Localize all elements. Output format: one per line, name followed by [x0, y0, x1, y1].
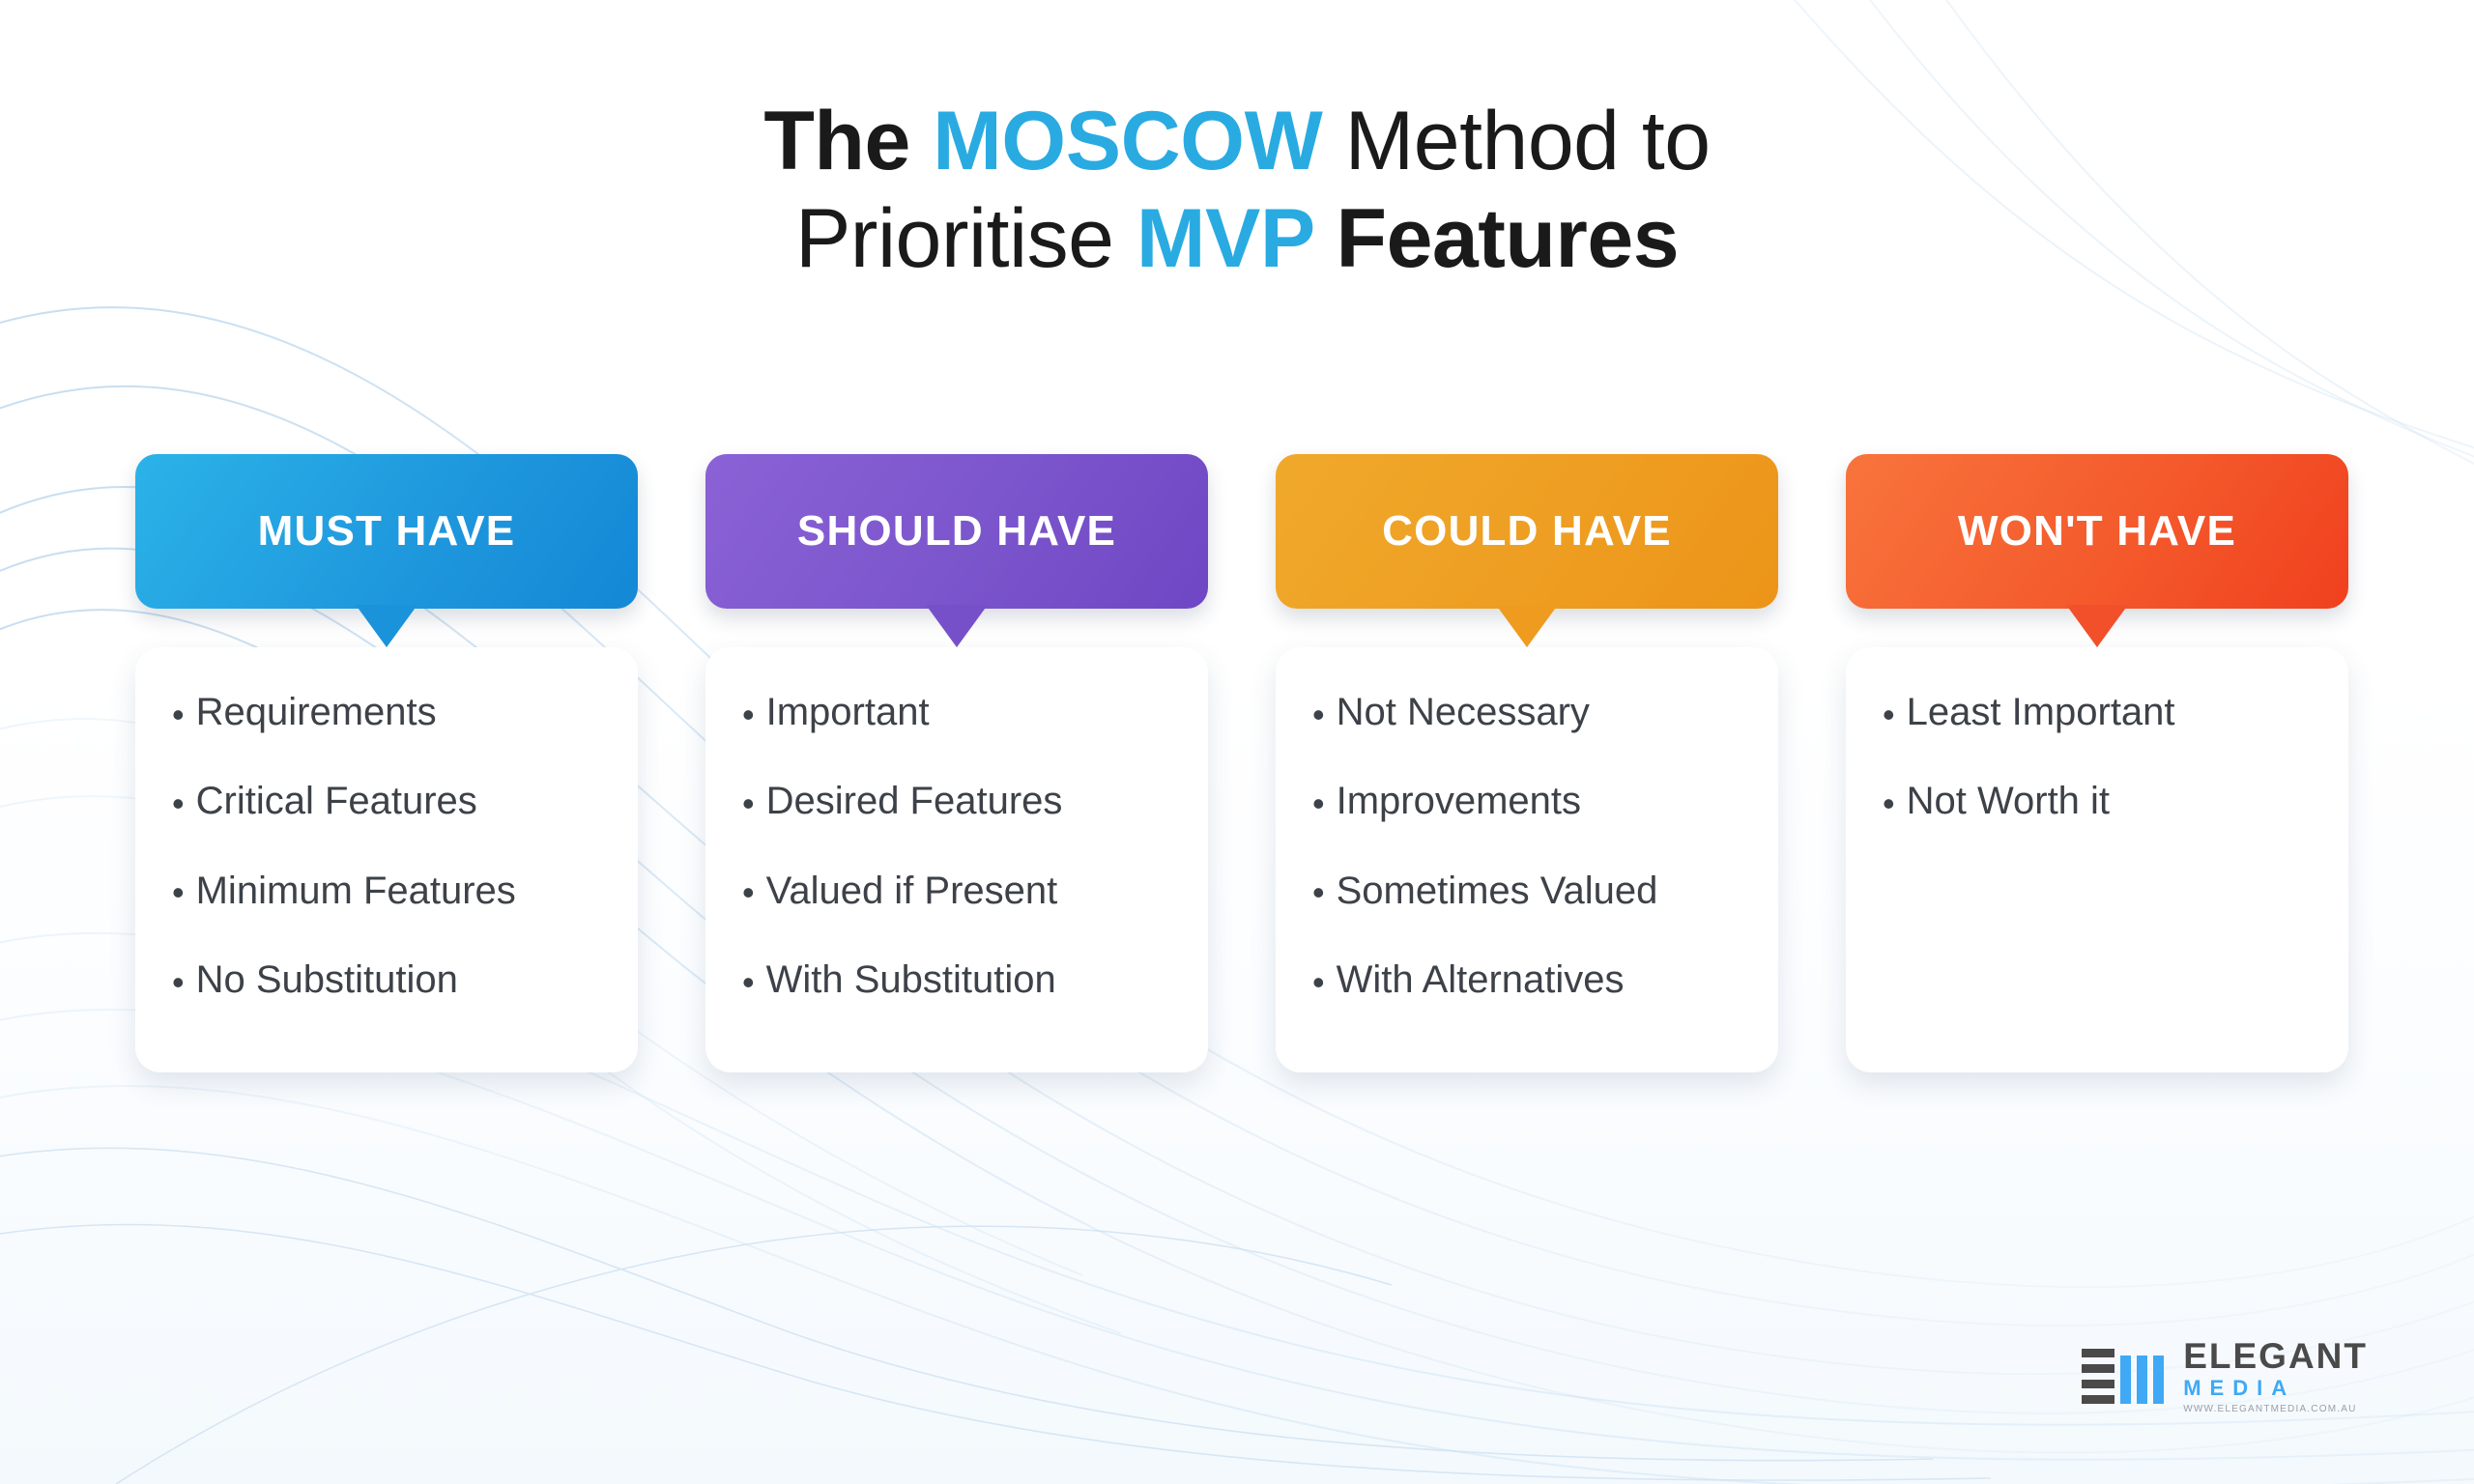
column-body-wont-have: [1846, 647, 2348, 1072]
list-item-label: No Substitution: [195, 957, 458, 1001]
logo-verticals-icon: [2120, 1356, 2170, 1404]
column-header-label: MUST HAVE: [257, 507, 516, 555]
page-title: [0, 93, 2474, 289]
logo-url: WWW.ELEGANTMEDIA.COM.AU: [2183, 1404, 2357, 1414]
list-item-label: Important: [765, 691, 930, 733]
column-must-have: [135, 454, 638, 1072]
bullet-icon: •: [172, 961, 185, 1002]
column-header-label: SHOULD HAVE: [796, 507, 1117, 555]
column-header-could-have[interactable]: [1276, 454, 1778, 609]
pointer-triangle-icon: [356, 605, 417, 647]
bullet-icon: •: [1312, 872, 1325, 913]
list-item-label: Minimum Features: [195, 869, 516, 912]
logo-text: [2183, 1338, 2368, 1414]
bullet-icon: •: [172, 694, 185, 734]
column-body-must-have: [135, 647, 638, 1072]
list-item: [172, 870, 601, 911]
bullet-icon: •: [742, 694, 755, 734]
list-item-label: Improvements: [1336, 780, 1582, 823]
list-item: [1312, 959, 1741, 1000]
list-item: [1883, 692, 2312, 732]
list-item: [172, 692, 601, 732]
bullet-icon: •: [1312, 961, 1325, 1002]
title-line-1: [0, 93, 2474, 190]
logo-mark-icon: [2082, 1349, 2170, 1404]
column-body-should-have: [705, 647, 1208, 1072]
list-item: [1883, 781, 2312, 821]
list-item-label: Not Worth it: [1906, 780, 2111, 823]
bullet-icon: •: [742, 872, 755, 913]
column-header-should-have[interactable]: [705, 454, 1208, 609]
bullet-icon: •: [1312, 783, 1325, 823]
column-wont-have: [1846, 454, 2348, 1072]
moscow-columns: [135, 454, 2348, 1072]
list-item-label: Sometimes Valued: [1336, 869, 1658, 912]
list-item-label: Not Necessary: [1336, 691, 1590, 733]
list-item-label: Desired Features: [765, 780, 1063, 823]
bullet-icon: •: [1883, 694, 1895, 734]
column-header-label: COULD HAVE: [1382, 507, 1672, 555]
list-item-label: Critical Features: [195, 780, 477, 823]
column-header-must-have[interactable]: [135, 454, 638, 609]
list-item: [742, 692, 1171, 732]
title-line-1-accent: MOSCOW: [933, 95, 1323, 187]
list-item-label: Requirements: [195, 691, 437, 733]
list-item: [1312, 781, 1741, 821]
column-header-label: WON'T HAVE: [1957, 507, 2237, 555]
list-item-label: With Alternatives: [1336, 957, 1625, 1001]
bullet-icon: •: [742, 783, 755, 823]
title-line-1-post: Method to: [1322, 95, 1711, 187]
title-line-2: [0, 190, 2474, 288]
list-item: [742, 959, 1171, 1000]
column-could-have: [1276, 454, 1778, 1072]
bullet-icon: •: [172, 872, 185, 913]
bullet-icon: •: [1883, 783, 1895, 823]
title-line-1-pre: The: [763, 95, 934, 187]
logo-subname: MEDIA: [2183, 1376, 2296, 1400]
list-item-label: With Substitution: [765, 957, 1056, 1001]
list-item: [1312, 870, 1741, 911]
pointer-triangle-icon: [926, 605, 988, 647]
title-line-2-accent: MVP: [1136, 192, 1314, 286]
list-item: [742, 870, 1171, 911]
column-body-could-have: [1276, 647, 1778, 1072]
list-item-label: Valued if Present: [765, 869, 1058, 912]
title-line-2-pre: Prioritise: [794, 192, 1136, 286]
bullet-icon: •: [742, 961, 755, 1002]
list-item: [172, 959, 601, 1000]
brand-logo: [2082, 1338, 2368, 1414]
list-item: [172, 781, 601, 821]
column-should-have: [705, 454, 1208, 1072]
list-item: [742, 781, 1171, 821]
list-item-label: Least Important: [1906, 691, 2175, 733]
pointer-triangle-icon: [1496, 605, 1558, 647]
logo-name: ELEGANT: [2183, 1336, 2368, 1376]
bullet-icon: •: [1312, 694, 1325, 734]
logo-bars-icon: [2082, 1349, 2114, 1404]
list-item: [1312, 692, 1741, 732]
pointer-triangle-icon: [2066, 605, 2128, 647]
column-header-wont-have[interactable]: [1846, 454, 2348, 609]
bullet-icon: •: [172, 783, 185, 823]
title-line-2-post: Features: [1313, 192, 1680, 286]
